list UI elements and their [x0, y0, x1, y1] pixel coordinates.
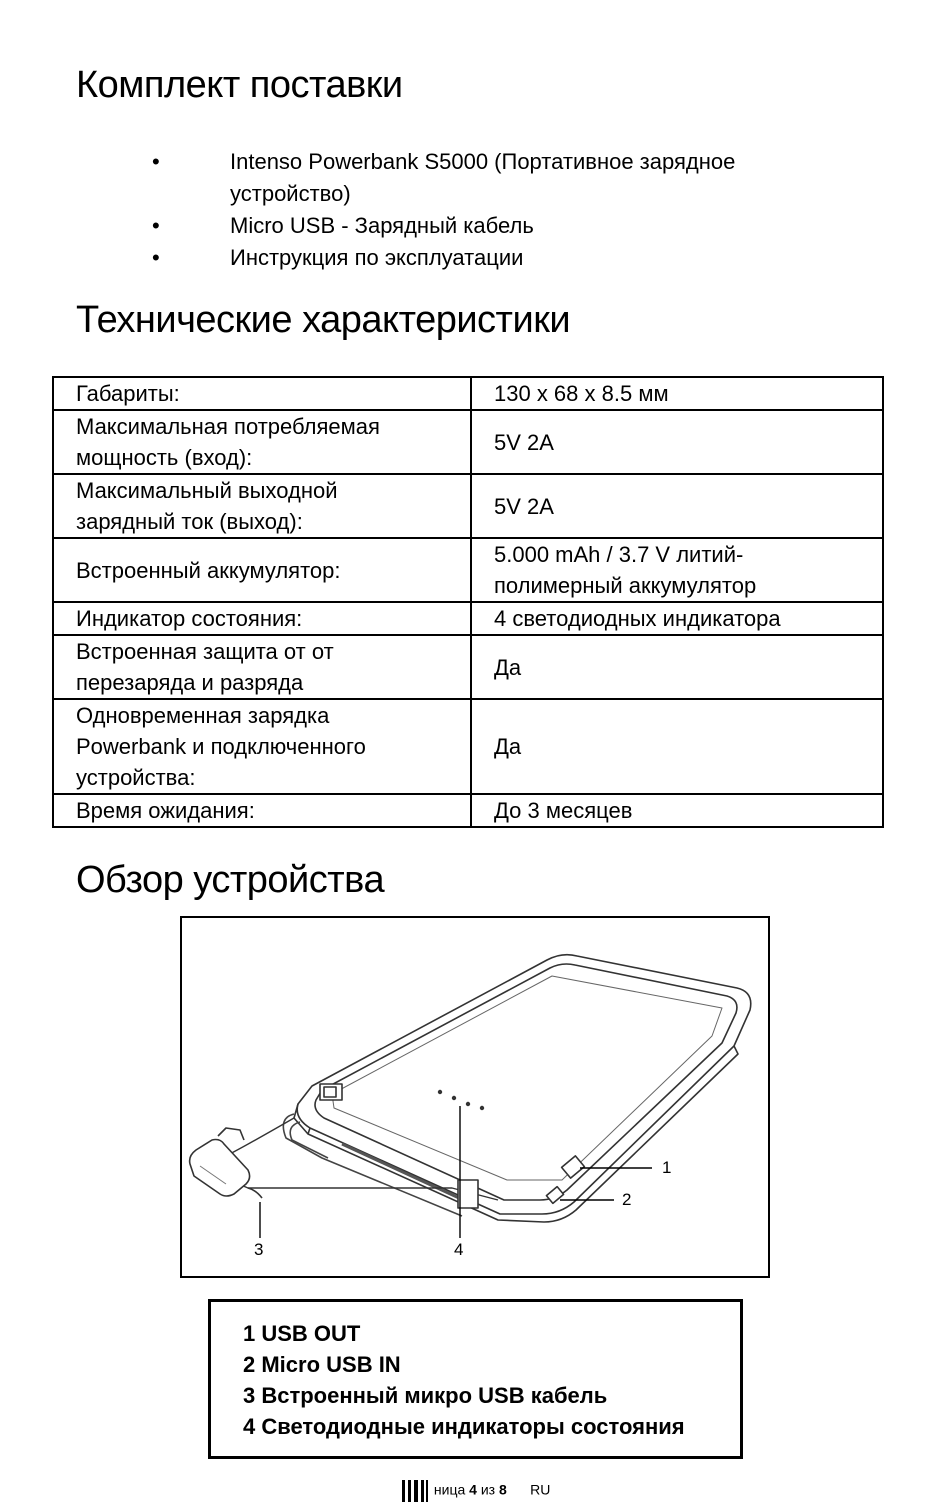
- spec-value: 5V 2A: [471, 410, 883, 474]
- page-total: 8: [498, 1481, 507, 1498]
- barcode-icon: [400, 1480, 430, 1502]
- legend-item: 4 Светодиодные индикаторы состояния: [243, 1414, 685, 1439]
- page-number: 4: [469, 1481, 477, 1498]
- kit-list: [150, 146, 830, 274]
- spec-key: Встроенная защита от от перезаряда и разряда: [53, 635, 471, 699]
- spec-key: Время ожидания:: [53, 794, 471, 827]
- bullet-icon: •: [152, 245, 160, 270]
- spec-value: 5V 2A: [471, 474, 883, 538]
- table-row: [53, 794, 883, 827]
- page-of: из: [480, 1481, 496, 1498]
- specs-table: [52, 376, 884, 828]
- table-row: [53, 602, 883, 635]
- section-title-specs: Технические характеристики: [76, 299, 571, 341]
- spec-value: Да: [471, 635, 883, 699]
- legend-item: 3 Встроенный микро USB кабель: [243, 1383, 608, 1408]
- list-item-text: Micro USB - Зарядный кабель: [230, 213, 534, 238]
- spec-key: Встроенный аккумулятор:: [53, 538, 471, 602]
- list-item-text: Инструкция по эксплуатации: [230, 245, 524, 270]
- spec-value: До 3 месяцев: [471, 794, 883, 827]
- callout-4: 4: [454, 1240, 464, 1259]
- callout-1: 1: [662, 1158, 672, 1177]
- table-row: [53, 635, 883, 699]
- table-row: [53, 474, 883, 538]
- table-row: [53, 410, 883, 474]
- callout-2: 2: [622, 1190, 632, 1209]
- device-illustration: [180, 916, 770, 1278]
- language-code: RU: [530, 1481, 551, 1498]
- bullet-icon: •: [152, 213, 160, 238]
- table-row: [53, 377, 883, 410]
- legend-item: 2 Micro USB IN: [243, 1352, 401, 1377]
- spec-key: Максимальная потребляемая мощность (вход):: [53, 410, 471, 474]
- spec-value: Да: [471, 699, 883, 794]
- page-label: ница: [433, 1481, 466, 1498]
- spec-key: Габариты:: [53, 377, 471, 410]
- powerbank-drawing: [182, 918, 768, 1276]
- spec-key: Индикатор состояния:: [53, 602, 471, 635]
- page-footer: [400, 1480, 550, 1502]
- list-item-text: Intenso Powerbank S5000 (Портативное зарядное: [230, 149, 736, 174]
- list-item: [150, 242, 830, 274]
- list-item: [150, 210, 830, 242]
- spec-key: Одновременная зарядка Powerbank и подключенного устройства:: [53, 699, 471, 794]
- bullet-icon: •: [152, 149, 160, 174]
- section-title-kit: Комплект поставки: [76, 64, 403, 106]
- list-item-text: устройство): [230, 181, 351, 206]
- legend-box: [208, 1299, 743, 1459]
- spec-value: 4 светодиодных индикатора: [471, 602, 883, 635]
- section-title-overview: Обзор устройства: [76, 859, 385, 901]
- spec-key: Максимальный выходной зарядный ток (выход):: [53, 474, 471, 538]
- legend-item: 1 USB OUT: [243, 1321, 361, 1346]
- callout-3: 3: [254, 1240, 264, 1259]
- list-item: [150, 146, 830, 210]
- spec-value: 130 x 68 x 8.5 мм: [471, 377, 883, 410]
- table-row: [53, 538, 883, 602]
- spec-value: 5.000 mAh / 3.7 V литий- полимерный аккумулятор: [471, 538, 883, 602]
- table-row: [53, 699, 883, 794]
